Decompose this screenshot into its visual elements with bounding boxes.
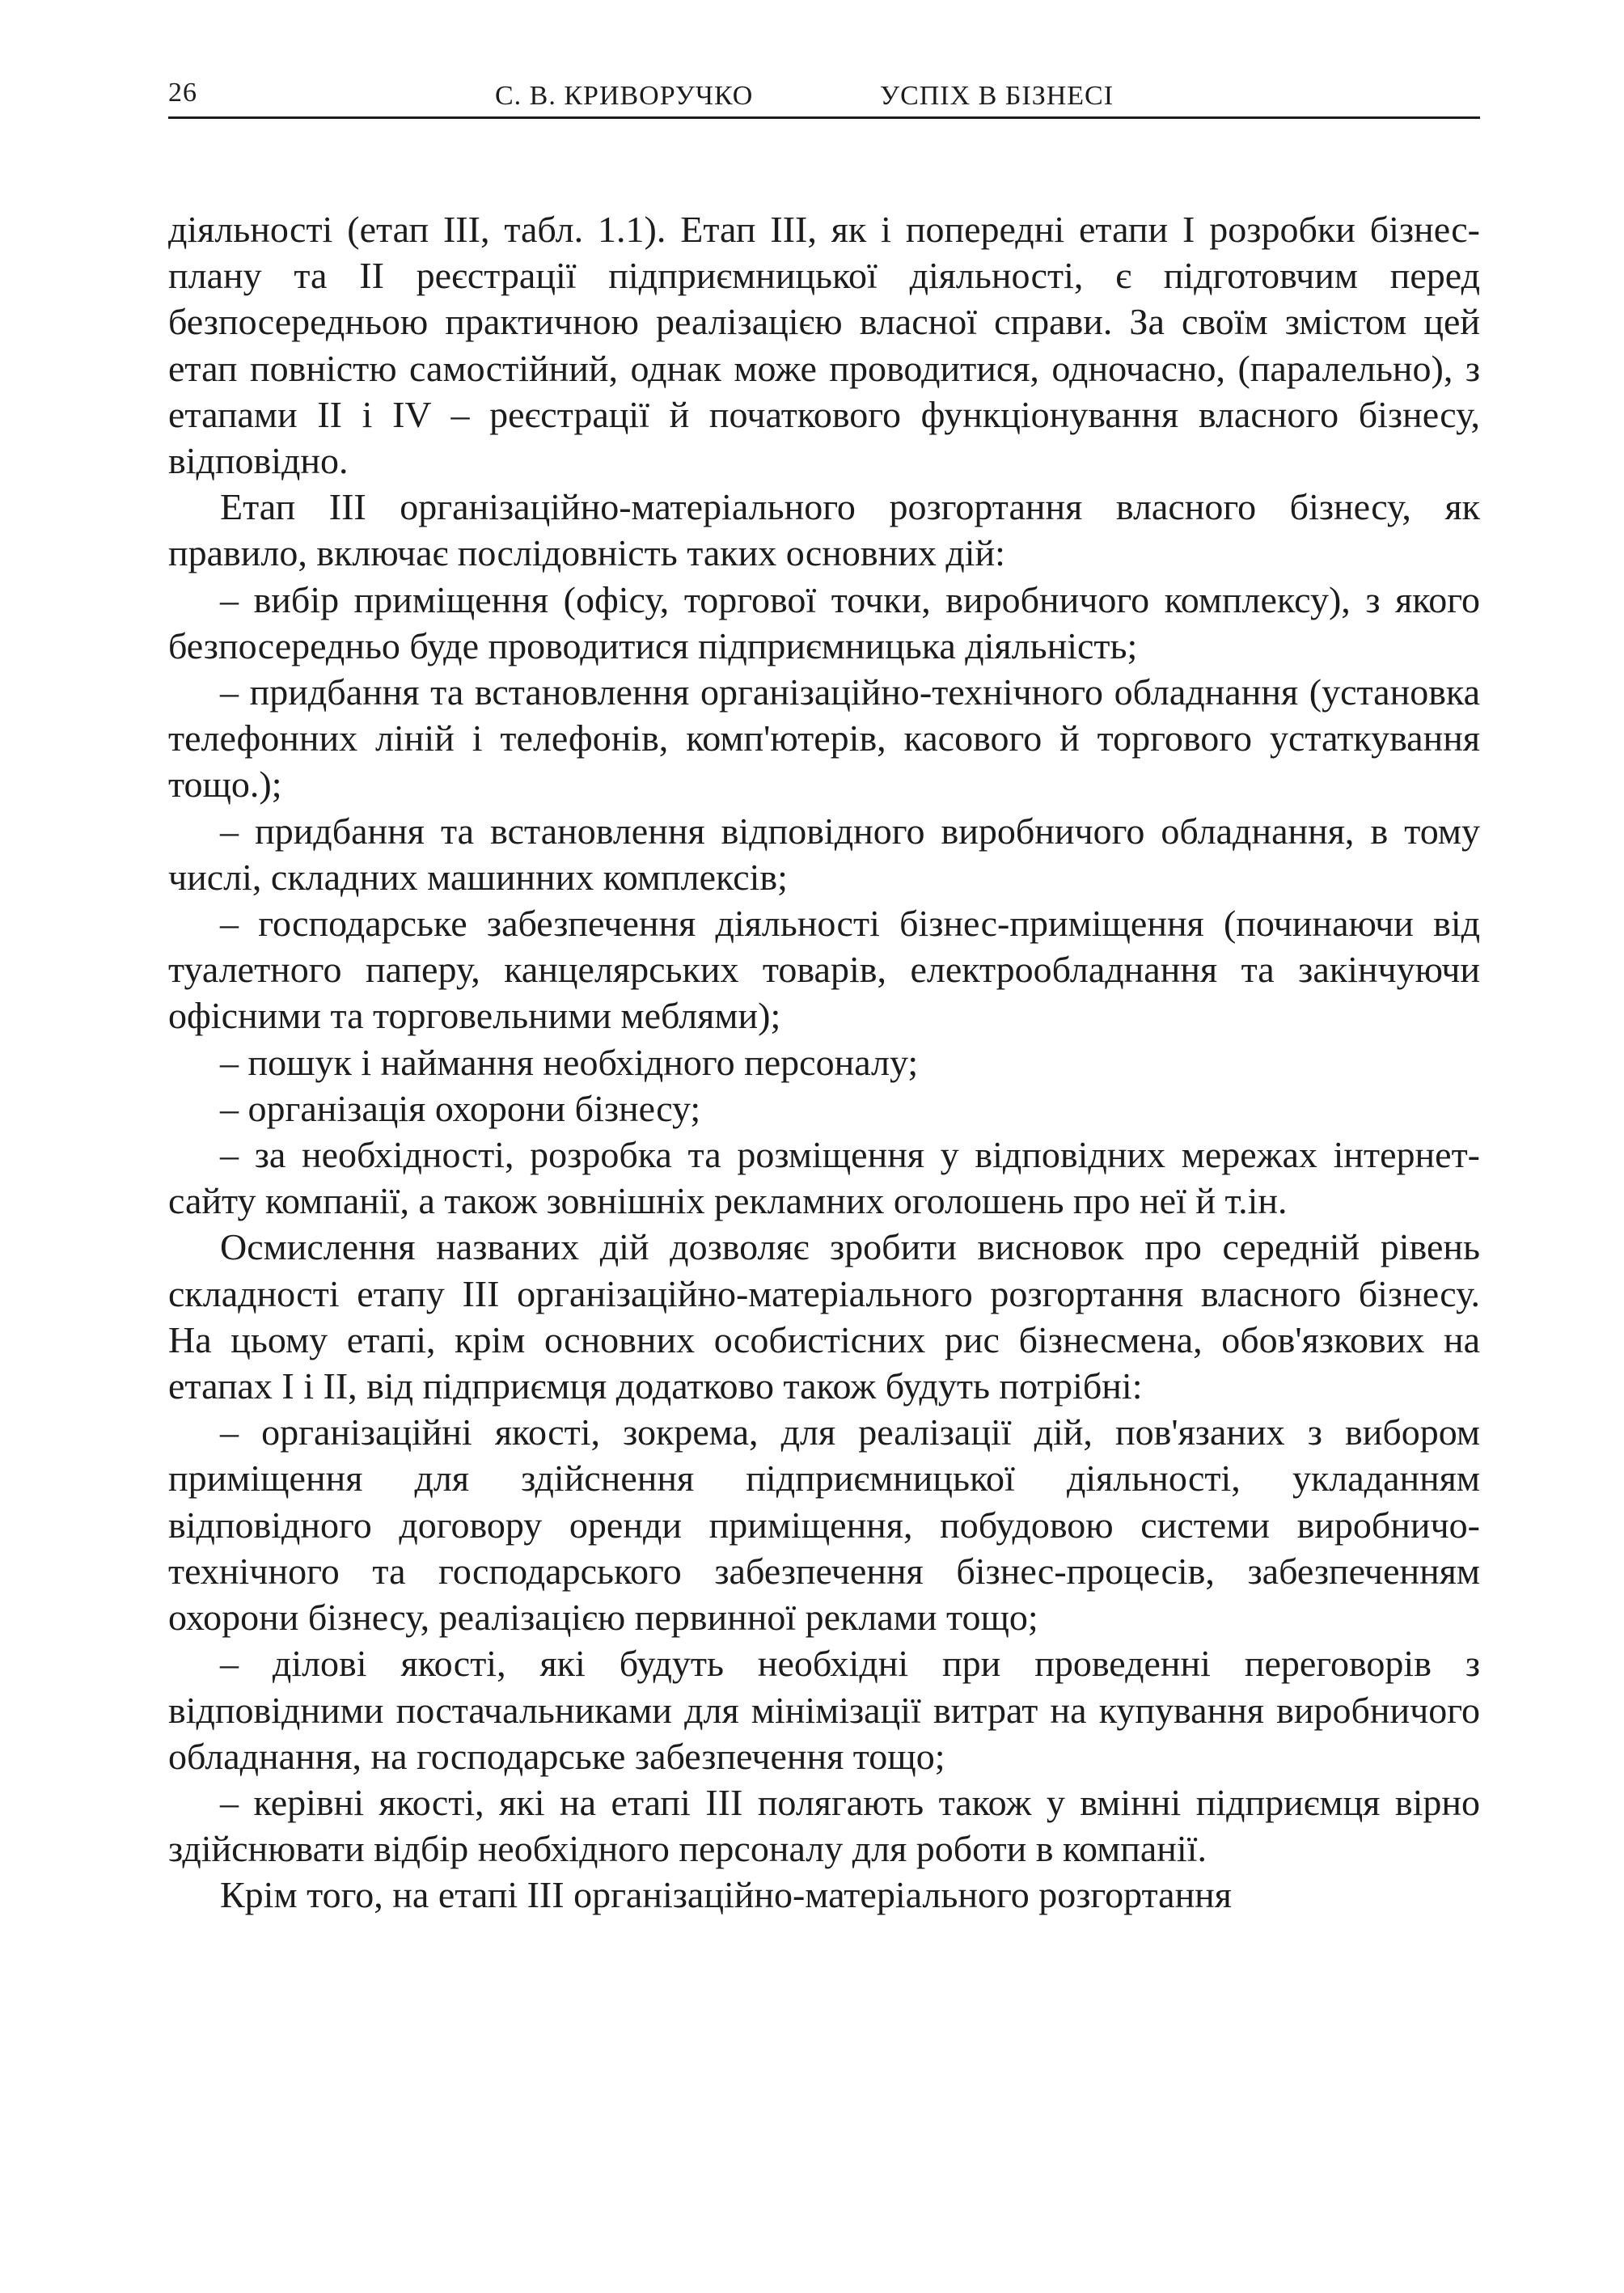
list-item: – за необхідності, розробка та розміщення у відповідних мережах інтернет-сайту компанії, а також зовнішніх рекламних оголошень про неї й т.ін. (168, 1134, 1480, 1222)
list-item: – придбання та встановлення відповідного виробничого обладнання, в тому числі, складних машинних комплексів; (168, 810, 1480, 898)
paragraph: Осмислення названих дій дозволяє зробити висновок про середній рівень складності етапу ІІІ організаційно-матеріального розгортання власного бізнесу. На цьому етапі, крім основних особистісних рис бізнесмена, обов'язкових на етапах І і ІІ, від підприємця додатково також будуть потрібні: (168, 1226, 1480, 1407)
list-item: – ділові якості, які будуть необхідні при проведенні переговорів з відповідними постачальниками для мінімізації витрат на купування виробничого обладнання, на господарське забезпечення тощо; (168, 1643, 1480, 1777)
list-item: – пошук і наймання необхідного персоналу; (220, 1041, 919, 1083)
body-text (168, 206, 1480, 1919)
paragraph: Етап ІІІ організаційно-матеріального розгортання власного бізнесу, як правило, включає послідовність таких основних дій: (168, 486, 1480, 574)
paragraph: Крім того, на етапі ІІІ організаційно-матеріального розгортання (220, 1874, 1232, 1916)
list-item: – організація охорони бізнесу; (220, 1087, 701, 1129)
list-item: – придбання та встановлення організаційно-технічного обладнання (установка телефонних ліній і телефонів, комп'ютерів, касового й торгового устаткування тощо.); (168, 671, 1480, 806)
list-item: – вибір приміщення (офісу, торгової точки, виробничого комплексу), з якого безпосередньо буде проводитися підприємницька діяльність; (168, 578, 1480, 666)
paragraph-continuation: діяльності (етап ІІІ, табл. 1.1). Етап ІІІ, як і попередні етапи І розробки бізнес-плану та ІІ реєстрації підприємницької діяльності, є підготовчим перед безпосередньою практичною реалізацією власної справи. За своїм змістом цей етап повністю самостійний, однак може проводитися, одночасно, (паралельно), з етапами ІІ і IV – реєстрації й початкового функціонування власного бізнесу, відповідно. (168, 209, 1480, 482)
list-item: – господарське забезпечення діяльності бізнес-приміщення (починаючи від туалетного паперу, канцелярських товарів, електрообладнання та закінчуючи офісними та торговельними меблями); (168, 903, 1480, 1037)
book-page (168, 74, 1480, 1919)
running-header (168, 74, 1480, 119)
list-item: – організаційні якості, зокрема, для реалізації дій, пов'язаних з вибором приміщення для здійснення підприємницької діяльності, укладанням відповідного договору оренди приміщення, побудовою системи виробничо-технічного та господарського забезпечення бізнес-процесів, забезпеченням охорони бізнесу, реалізацією первинної реклами тощо; (168, 1411, 1480, 1639)
list-item: – керівні якості, які на етапі ІІІ полягають також у вмінні підприємця вірно здійснювати відбір необхідного персоналу для роботи в компанії. (168, 1781, 1480, 1870)
header-book-title: УСПІХ В БІЗНЕСІ (880, 81, 1114, 111)
page-number: 26 (168, 78, 197, 108)
header-author: С. В. КРИВОРУЧКО (495, 81, 754, 111)
